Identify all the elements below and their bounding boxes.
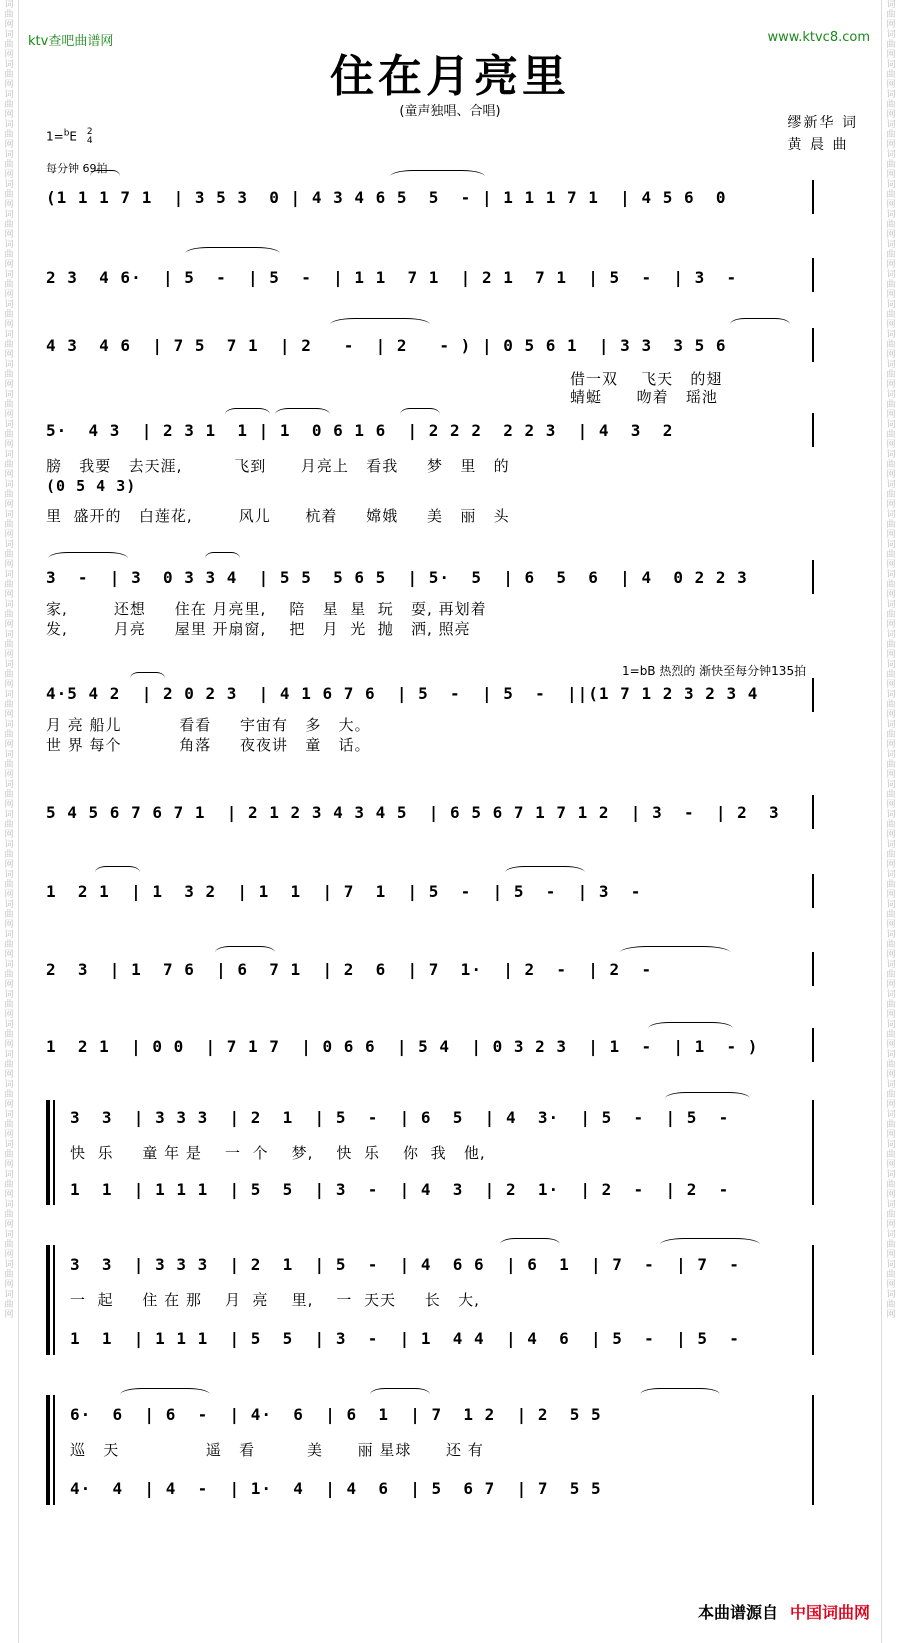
lyric-line-1: 借一双 飞天 的翅	[570, 370, 723, 388]
notes-line: 2 3 4 6· | 5 - | 5 - | 1 1 7 1 | 2 1 7 1 | 5 - | 3 -	[46, 268, 738, 287]
alto-notes: 1 1 | 1 1 1 | 5 5 | 3 - | 1 4 4 | 4 6 | 5 - | 5 -	[70, 1329, 740, 1348]
tempo-marking: 每分钟 69拍	[46, 162, 108, 175]
slur	[660, 1238, 760, 1251]
key-label: 1=	[46, 129, 64, 144]
lyric-line-2: 世 界 每个 角落 夜夜讲 童 话。	[46, 736, 371, 754]
subtitle: (童声独唱、合唱)	[399, 104, 501, 119]
system-brace-line	[53, 1395, 55, 1505]
page-border-left	[18, 0, 19, 1643]
barline	[812, 795, 814, 829]
barline	[812, 678, 814, 712]
lyric-line: 快 乐 童 年 是 一 个 梦, 快 乐 你 我 他,	[70, 1144, 486, 1162]
slur	[400, 408, 440, 421]
barline	[812, 952, 814, 986]
watermark-right: 词曲网词曲网词曲网词曲网词曲网词曲网词曲网词曲网词曲网词曲网词曲网词曲网词曲网词曲网词曲网词曲网词曲网词曲网词曲网词曲网词曲网词曲网词曲网词曲网词曲网词曲网词曲网词曲网词曲网词曲网词曲网词曲网词曲网词曲网词曲网词曲网词曲网词曲网词曲网词曲网词曲网词曲网词曲网词曲网	[886, 0, 896, 1320]
slur	[330, 318, 430, 331]
notes-line: 4 3 4 6 | 7 5 7 1 | 2 - | 2 - ) | 0 5 6 1 | 3 3 3 5 6	[46, 336, 727, 355]
notes-line: 5· 4 3 | 2 3 1 1 | 1 0 6 1 6 | 2 2 2 2 2 3 | 4 3 2	[46, 421, 674, 440]
lyric-line: 巡 天 遥 看 美 丽 星球 还 有	[70, 1441, 484, 1459]
slur	[185, 247, 280, 260]
system-brace-line	[53, 1245, 55, 1355]
source-credit	[698, 1600, 870, 1623]
time-signature	[87, 128, 93, 146]
lyric-line-1: 膀 我要 去天涯, 飞到 月亮上 看我 梦 里 的	[46, 457, 510, 475]
barline	[812, 413, 814, 447]
soprano-notes: 3 3 | 3 3 3 | 2 1 | 5 - | 4 6 6 | 6 1 | 7 - | 7 -	[70, 1255, 740, 1274]
modulation-marking: 1=bB 热烈的 渐快至每分钟135拍	[622, 664, 807, 678]
soprano-notes: 3 3 | 3 3 3 | 2 1 | 5 - | 6 5 | 4 3· | 5 - | 5 -	[70, 1108, 730, 1127]
notes-line: 1 2 1 | 0 0 | 7 1 7 | 0 6 6 | 5 4 | 0 3 2 3 | 1 - | 1 - )	[46, 1037, 759, 1056]
source-site-link[interactable]: 中国词曲网	[789, 1603, 870, 1622]
slur	[665, 1092, 750, 1105]
lyric-line: 一 起 住 在 那 月 亮 里, 一 天天 长 大,	[70, 1291, 480, 1309]
notes-line: 4·5 4 2 | 2 0 2 3 | 4 1 6 7 6 | 5 - | 5 - ||(1 7 1 2 3 2 3 4	[46, 684, 759, 703]
page-title: 住在月亮里	[330, 51, 570, 102]
slur	[640, 1388, 720, 1401]
notes-line: (1 1 1 7 1 | 3 5 3 0 | 4 3 4 6 5 5 - | 1 1 1 7 1 | 4 5 6 0	[46, 188, 727, 207]
soprano-notes: 6· 6 | 6 - | 4· 6 | 6 1 | 7 1 2 | 2 5 5	[70, 1405, 602, 1424]
slur	[275, 408, 330, 421]
slur	[215, 946, 275, 959]
lyric-interlude-notes: (0 5 4 3)	[46, 477, 137, 495]
slur	[48, 552, 128, 565]
barline	[812, 328, 814, 362]
notes-line: 2 3 | 1 7 6 | 6 7 1 | 2 6 | 7 1· | 2 - | 2 -	[46, 960, 653, 979]
time-top: 2	[86, 127, 93, 137]
slur	[500, 1238, 560, 1251]
slur	[370, 1388, 430, 1401]
site-url-right[interactable]: www.ktvc8.com	[767, 30, 870, 45]
source-label: 本曲谱源自	[697, 1603, 778, 1622]
slur	[505, 866, 585, 879]
alto-notes: 1 1 | 1 1 1 | 5 5 | 3 - | 4 3 | 2 1· | 2 - | 2 -	[70, 1180, 730, 1199]
slur	[620, 946, 730, 959]
alto-notes: 4· 4 | 4 - | 1· 4 | 4 6 | 5 6 7 | 7 5 5	[70, 1479, 602, 1498]
composer: 黄 晨 曲	[787, 137, 849, 153]
slur	[730, 318, 790, 331]
lyric-line-1: 家, 还想 住在 月亮里, 陪 星 星 玩 耍, 再划着	[46, 600, 487, 618]
watermark-left: 词曲网词曲网词曲网词曲网词曲网词曲网词曲网词曲网词曲网词曲网词曲网词曲网词曲网词曲网词曲网词曲网词曲网词曲网词曲网词曲网词曲网词曲网词曲网词曲网词曲网词曲网词曲网词曲网词曲网词曲网词曲网词曲网词曲网词曲网词曲网词曲网词曲网词曲网词曲网词曲网词曲网词曲网词曲网词曲网	[4, 0, 14, 1320]
lyric-line-2: 蜻蜓 吻着 瑶池	[570, 388, 718, 406]
barline	[812, 1245, 814, 1355]
lyricist: 缪新华 词	[787, 115, 858, 131]
site-name-left[interactable]: ktv查吧曲谱网	[28, 34, 114, 49]
barline	[812, 874, 814, 908]
system-brace	[46, 1395, 50, 1505]
slur	[120, 1388, 210, 1401]
slur	[225, 408, 270, 421]
slur	[95, 866, 140, 879]
key-flat: b	[63, 128, 70, 139]
slur	[130, 672, 165, 685]
lyric-line-2: 里 盛开的 白莲花, 风儿 杭着 嫦娥 美 丽 头	[46, 507, 510, 525]
barline	[812, 258, 814, 292]
key-note: E	[69, 129, 78, 144]
system-brace	[46, 1245, 50, 1355]
notes-line: 5 4 5 6 7 6 7 1 | 2 1 2 3 4 3 4 5 | 6 5 6 7 1 7 1 2 | 3 - | 2 3	[46, 803, 780, 822]
system-brace	[46, 1100, 50, 1205]
barline	[812, 1100, 814, 1205]
slur	[390, 170, 485, 183]
barline	[812, 1028, 814, 1062]
credits	[788, 112, 858, 156]
notes-line: 1 2 1 | 1 3 2 | 1 1 | 7 1 | 5 - | 5 - | 3 -	[46, 882, 642, 901]
notes-line: 3 - | 3 0 3 3 4 | 5 5 5 6 5 | 5· 5 | 6 5 6 | 4 0 2 2 3	[46, 568, 748, 587]
lyric-line-1: 月 亮 船儿 看看 宇宙有 多 大。	[46, 716, 371, 734]
slur	[648, 1022, 733, 1035]
time-bottom: 4	[86, 136, 93, 146]
barline	[812, 560, 814, 594]
key-signature	[46, 128, 93, 146]
lyric-line-2: 发, 月亮 屋里 开扇窗, 把 月 光 抛 洒, 照亮	[46, 620, 471, 638]
system-brace-line	[53, 1100, 55, 1205]
slur	[205, 552, 240, 565]
page-border-right	[881, 0, 882, 1643]
slur	[90, 170, 120, 183]
barline	[812, 1395, 814, 1505]
barline	[812, 180, 814, 214]
